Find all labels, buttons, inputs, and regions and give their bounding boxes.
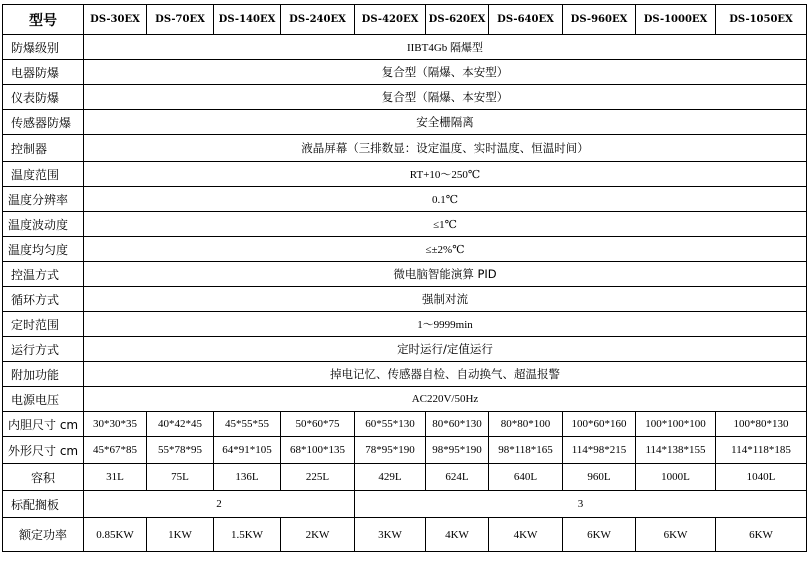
- shelves-label: 标配搁板: [3, 491, 84, 518]
- spec-row: [3, 135, 807, 162]
- header-model: DS-640EX: [489, 5, 563, 35]
- spec-value: 掉电记忆、传感器自检、自动换气、超温报警: [84, 362, 807, 387]
- power-cell: 2KW: [281, 518, 355, 552]
- header-model: DS-30EX: [84, 5, 147, 35]
- spec-value: 复合型（隔爆、本安型）: [84, 60, 807, 85]
- volume-cell: 75L: [147, 464, 214, 491]
- spec-value: ≤±2%℃: [84, 237, 807, 262]
- spec-label: 附加功能: [3, 362, 84, 387]
- spec-row: [3, 212, 807, 237]
- spec-row: [3, 85, 807, 110]
- spec-value: 定时运行/定值运行: [84, 337, 807, 362]
- volume-cell: 225L: [281, 464, 355, 491]
- inner-size-cell: 80*80*100: [489, 412, 563, 437]
- outer-size-cell: 114*118*185: [716, 437, 807, 464]
- spec-value: 液晶屏幕（三排数显：设定温度、实时温度、恒温时间）: [84, 135, 807, 162]
- spec-label: 循环方式: [3, 287, 84, 312]
- header-model: DS-140EX: [214, 5, 281, 35]
- spec-row: [3, 287, 807, 312]
- spec-row: [3, 60, 807, 85]
- spec-label: 温度分辨率: [3, 187, 84, 212]
- power-cell: 0.85KW: [84, 518, 147, 552]
- power-cell: 6KW: [563, 518, 636, 552]
- power-cell: 4KW: [426, 518, 489, 552]
- spec-value: RT+10～250℃: [84, 162, 807, 187]
- header-model: DS-960EX: [563, 5, 636, 35]
- volume-cell: 640L: [489, 464, 563, 491]
- header-model: DS-240EX: [281, 5, 355, 35]
- volume-cell: 960L: [563, 464, 636, 491]
- power-label: 额定功率: [3, 518, 84, 552]
- power-cell: 6KW: [636, 518, 716, 552]
- outer-size-row: [3, 437, 807, 464]
- shelves-value: 3: [355, 491, 807, 518]
- header-model-label: 型号: [3, 5, 84, 35]
- spec-value: AC220V/50Hz: [84, 387, 807, 412]
- shelves-value: 2: [84, 491, 355, 518]
- spec-value: 复合型（隔爆、本安型）: [84, 85, 807, 110]
- header-model: DS-420EX: [355, 5, 426, 35]
- outer-size-cell: 114*98*215: [563, 437, 636, 464]
- outer-size-cell: 64*91*105: [214, 437, 281, 464]
- spec-row: [3, 187, 807, 212]
- spec-label: 控制器: [3, 135, 84, 162]
- spec-value: 0.1℃: [84, 187, 807, 212]
- header-model: DS-1050EX: [716, 5, 807, 35]
- outer-size-label: 外形尺寸 cm: [3, 437, 84, 464]
- outer-size-cell: 114*138*155: [636, 437, 716, 464]
- volume-cell: 1040L: [716, 464, 807, 491]
- volume-cell: 136L: [214, 464, 281, 491]
- inner-size-row: [3, 412, 807, 437]
- spec-row: [3, 312, 807, 337]
- power-row: [3, 518, 807, 552]
- spec-value: 安全栅隔离: [84, 110, 807, 135]
- spec-value: 1～9999min: [84, 312, 807, 337]
- power-cell: 6KW: [716, 518, 807, 552]
- spec-row: [3, 110, 807, 135]
- spec-label: 温度波动度: [3, 212, 84, 237]
- inner-size-cell: 100*60*160: [563, 412, 636, 437]
- volume-row: [3, 464, 807, 491]
- inner-size-cell: 60*55*130: [355, 412, 426, 437]
- spec-label: 防爆级别: [3, 35, 84, 60]
- spec-value: 强制对流: [84, 287, 807, 312]
- spec-table: [2, 4, 807, 552]
- spec-row: [3, 35, 807, 60]
- outer-size-cell: 98*118*165: [489, 437, 563, 464]
- spec-label: 控温方式: [3, 262, 84, 287]
- inner-size-cell: 100*80*130: [716, 412, 807, 437]
- inner-size-cell: 45*55*55: [214, 412, 281, 437]
- spec-value: IIBT4Gb 隔爆型: [84, 35, 807, 60]
- spec-value: 微电脑智能演算 PID: [84, 262, 807, 287]
- inner-size-cell: 50*60*75: [281, 412, 355, 437]
- spec-label: 定时范围: [3, 312, 84, 337]
- spec-label: 电器防爆: [3, 60, 84, 85]
- spec-label: 运行方式: [3, 337, 84, 362]
- inner-size-label: 内胆尺寸 cm: [3, 412, 84, 437]
- outer-size-cell: 55*78*95: [147, 437, 214, 464]
- inner-size-cell: 30*30*35: [84, 412, 147, 437]
- spec-row: [3, 237, 807, 262]
- spec-label: 仪表防爆: [3, 85, 84, 110]
- spec-label: 温度范围: [3, 162, 84, 187]
- outer-size-cell: 98*95*190: [426, 437, 489, 464]
- spec-label: 电源电压: [3, 387, 84, 412]
- spec-row: [3, 387, 807, 412]
- spec-row: [3, 162, 807, 187]
- header-model: DS-620EX: [426, 5, 489, 35]
- header-model: DS-1000EX: [636, 5, 716, 35]
- inner-size-cell: 80*60*130: [426, 412, 489, 437]
- spec-label: 温度均匀度: [3, 237, 84, 262]
- outer-size-cell: 68*100*135: [281, 437, 355, 464]
- power-cell: 3KW: [355, 518, 426, 552]
- inner-size-cell: 40*42*45: [147, 412, 214, 437]
- spec-row: [3, 337, 807, 362]
- power-cell: 1.5KW: [214, 518, 281, 552]
- power-cell: 1KW: [147, 518, 214, 552]
- spec-label: 传感器防爆: [3, 110, 84, 135]
- volume-cell: 429L: [355, 464, 426, 491]
- shelves-row: [3, 491, 807, 518]
- volume-cell: 31L: [84, 464, 147, 491]
- inner-size-cell: 100*100*100: [636, 412, 716, 437]
- header-model: DS-70EX: [147, 5, 214, 35]
- spec-value: ≤1℃: [84, 212, 807, 237]
- volume-cell: 1000L: [636, 464, 716, 491]
- power-cell: 4KW: [489, 518, 563, 552]
- volume-label: 容积: [3, 464, 84, 491]
- spec-row: [3, 262, 807, 287]
- volume-cell: 624L: [426, 464, 489, 491]
- header-row: [3, 5, 807, 35]
- outer-size-cell: 78*95*190: [355, 437, 426, 464]
- spec-row: [3, 362, 807, 387]
- outer-size-cell: 45*67*85: [84, 437, 147, 464]
